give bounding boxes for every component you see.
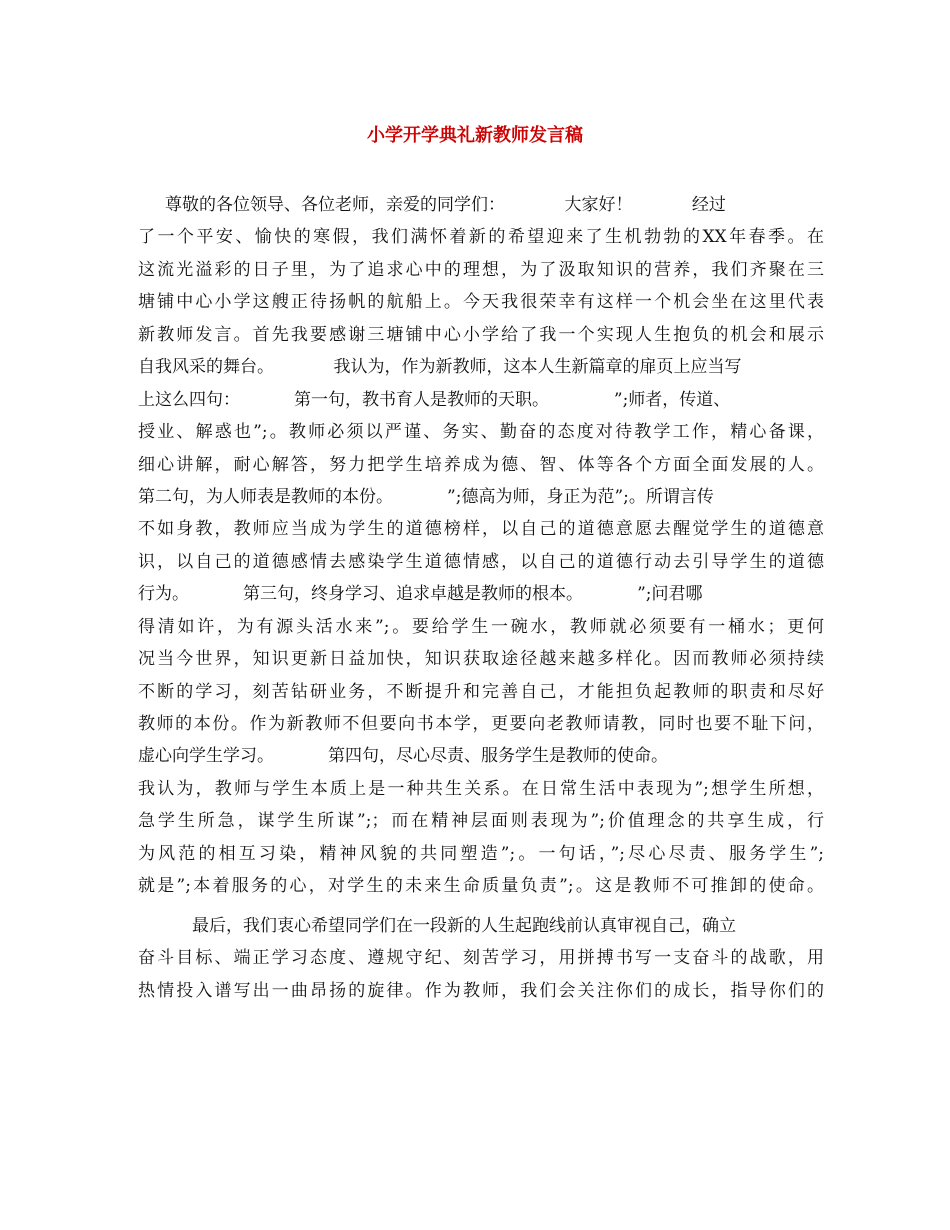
text-line: 尊敬的各位领导、各位老师，亲爱的同学们： 大家好！ 经过 bbox=[138, 195, 726, 215]
text-line: 识，以自己的道德感情去感染学生道德情感，以自己的道德行动去引导学生的道德 bbox=[138, 551, 824, 572]
text-line: 教师的本份。作为新教师不但要向书本学，更要向老教师请教，同时也要不耻下问， bbox=[138, 714, 824, 734]
text-line: 不断的学习，刻苦钻研业务，不断提升和完善自己，才能担负起教师的职责和尽好 bbox=[138, 681, 824, 702]
document-title: 小学开学典礼新教师发言稿 bbox=[367, 125, 583, 146]
text-line: 行为。 第三句，终身学习、追求卓越是教师的根本。 ”;问君哪 bbox=[138, 584, 703, 605]
text-line: 新教师发言。首先我要感谢三塘铺中心小学给了我一个实现人生抱负的机会和展示 bbox=[138, 324, 824, 345]
text-line: 得清如许，为有源头活水来”;。要给学生一碗水，教师就必须要有一桶水；更何 bbox=[138, 616, 824, 637]
text-line: 我认为，教师与学生本质上是一种共生关系。在日常生活中表现为”;想学生所想， bbox=[138, 778, 824, 799]
text-line: 为风范的相互习染，精神风貌的共同塑造”;。一句话，”;尽心尽责、服务学生”; bbox=[138, 843, 824, 864]
text-line: 这流光溢彩的日子里，为了追求心中的理想，为了汲取知识的营养，我们齐聚在三 bbox=[138, 259, 824, 280]
text-line: 自我风采的舞台。 我认为，作为新教师，这本人生新篇章的扉页上应当写 bbox=[138, 357, 742, 378]
text-line: 授业、解惑也”;。教师必须以严谨、务实、勤奋的态度对待教学工作，精心备课， bbox=[138, 422, 824, 443]
text-line: 了一个平安、愉快的寒假，我们满怀着新的希望迎来了生机勃勃的XX年春季。在 bbox=[138, 227, 824, 248]
text-line: 热情投入谱写出一曲昂扬的旋律。作为教师，我们会关注你们的成长，指导你们的 bbox=[138, 980, 824, 1001]
text-line: 不如身教，教师应当成为学生的道德榜样，以自己的道德意愿去醒觉学生的道德意 bbox=[138, 519, 824, 540]
text-line: 虚心向学生学习。 第四句，尽心尽责、服务学生是教师的使命。 bbox=[138, 746, 669, 767]
text-line: 塘铺中心小学这艘正待扬帆的航船上。今天我很荣幸有这样一个机会坐在这里代表 bbox=[138, 292, 824, 313]
text-line: 细心讲解，耐心解答，努力把学生培养成为德、智、体等各个方面全面发展的人。 bbox=[138, 454, 824, 475]
text-line: 奋斗目标、端正学习态度、遵规守纪、刻苦学习，用拼搏书写一支奋斗的战歌，用 bbox=[138, 948, 824, 969]
text-line: 况当今世界，知识更新日益加快，知识获取途径越来越多样化。因而教师必须持续 bbox=[138, 649, 824, 670]
document-body bbox=[138, 189, 824, 1007]
text-line: 就是”;本着服务的心，对学生的未来生命质量负责”;。这是教师不可推卸的使命。 bbox=[138, 876, 824, 897]
text-line: 上这么四句： 第一句，教书育人是教师的天职。 ”;师者，传道、 bbox=[138, 389, 731, 410]
text-line: 第二句，为人师表是教师的本份。 ”;德高为师，身正为范”;。所谓言传 bbox=[138, 486, 714, 507]
text-line: 最后，我们衷心希望同学们在一段新的人生起跑线前认真审视自己，确立 bbox=[138, 915, 737, 936]
text-line: 急学生所急，谋学生所谋”;；而在精神层面则表现为”;价值理念的共享生成，行 bbox=[138, 811, 824, 832]
